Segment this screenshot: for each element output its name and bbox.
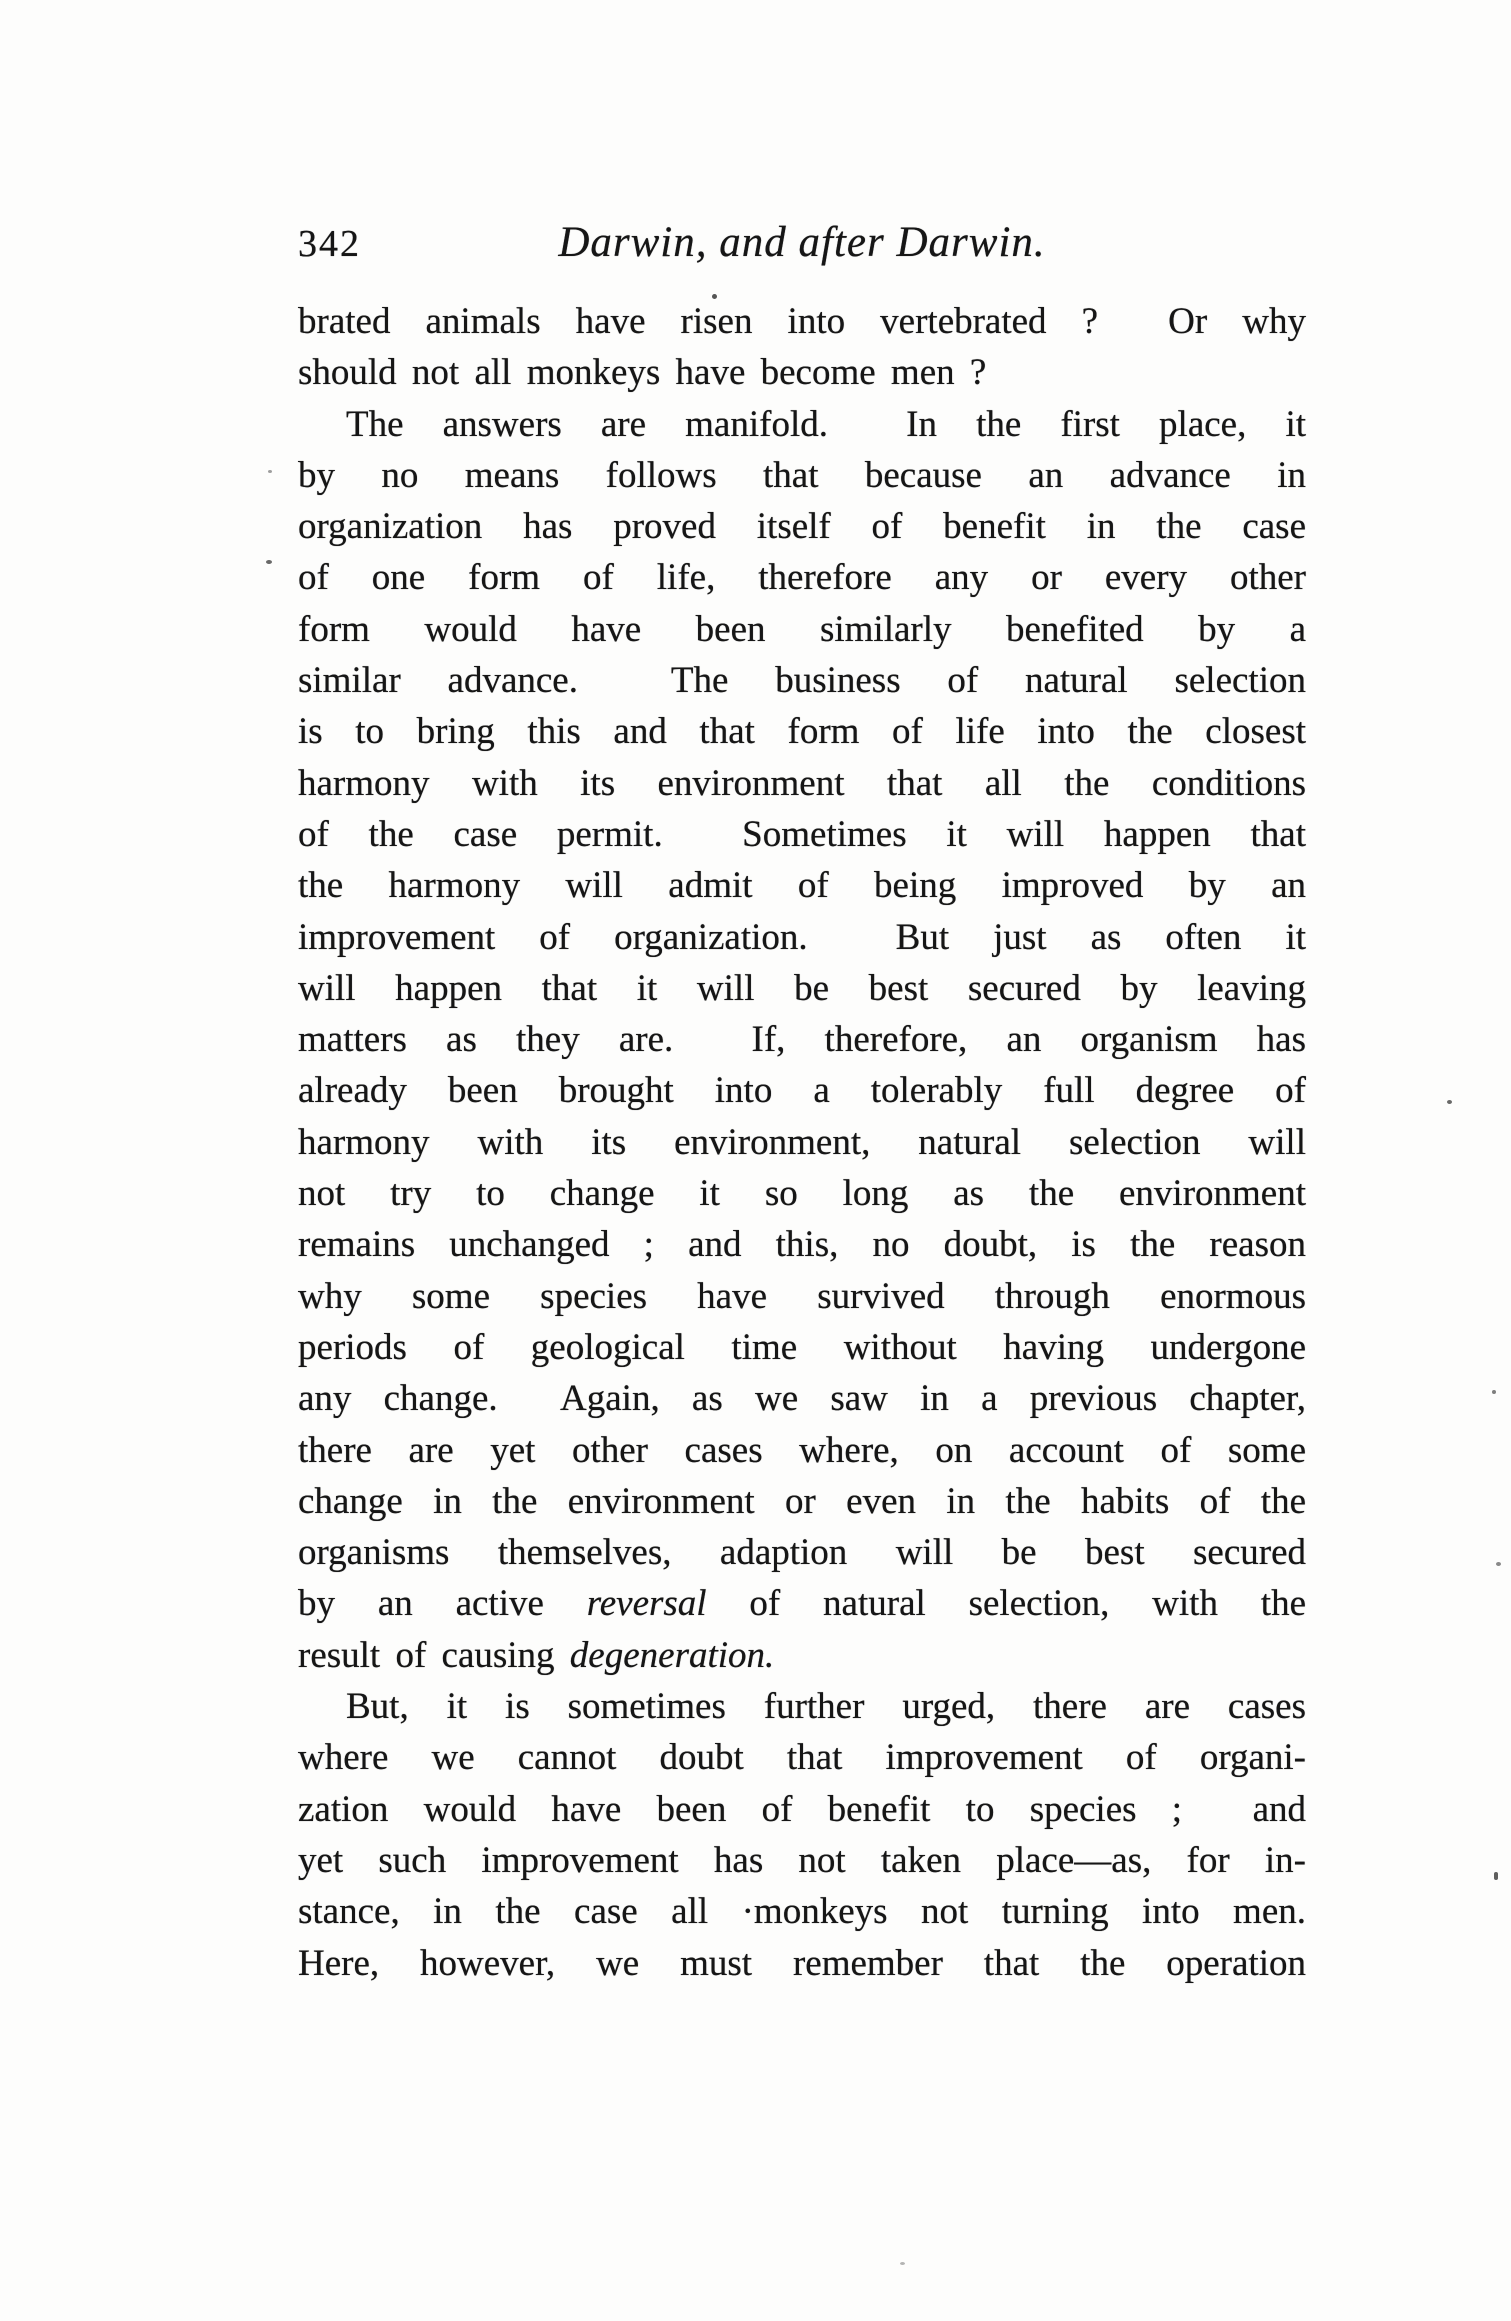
text-segment: improvement of organization. But just as often it <box>298 916 1306 958</box>
text-segment: result of causing <box>298 1634 570 1676</box>
text-line <box>298 1938 1306 1989</box>
text-segment: by an active <box>298 1583 587 1625</box>
text-segment: organisms themselves, adaption will be best secured <box>298 1532 1306 1574</box>
text-line <box>298 1322 1306 1373</box>
text-line <box>298 1732 1306 1783</box>
text-line <box>298 758 1306 809</box>
text-line <box>298 501 1306 552</box>
text-segment: harmony with its environment that all the conditions <box>298 762 1306 804</box>
text-line <box>298 912 1306 963</box>
text-line <box>298 1373 1306 1424</box>
scan-speck <box>712 294 717 299</box>
text-line <box>298 1065 1306 1116</box>
text-segment: brated animals have risen into vertebrated ? Or why <box>298 301 1306 342</box>
text-segment: similar advance. The business of natural selection <box>298 660 1306 702</box>
text-segment: The answers are manifold. In the first place, it <box>346 403 1306 445</box>
text-line <box>298 604 1306 655</box>
text-line <box>298 1681 1306 1732</box>
scan-speck <box>268 470 272 473</box>
text-line <box>298 450 1306 501</box>
text-segment: any change. Again, as we saw in a previous chapter, <box>298 1378 1306 1420</box>
text-line <box>298 1271 1306 1322</box>
scan-speck <box>1447 1100 1452 1104</box>
text-segment: should not all monkeys have become men ? <box>298 352 987 394</box>
text-segment: change in the environment or even in the habits of the <box>298 1480 1306 1522</box>
text-line <box>298 1168 1306 1219</box>
text-line <box>298 1425 1306 1476</box>
text-line <box>298 1835 1306 1886</box>
text-line <box>298 296 1306 347</box>
text-segment: already been brought into a tolerably full degree of <box>298 1070 1306 1112</box>
scan-speck <box>900 2262 905 2265</box>
text-segment: not try to change it so long as the environment <box>298 1173 1306 1215</box>
text-line <box>298 399 1306 450</box>
text-line <box>298 1630 1306 1681</box>
text-segment: of the case permit. Sometimes it will happen that <box>298 813 1306 855</box>
text-segment: is to bring this and that form of life into the closest <box>298 711 1306 753</box>
text-segment: by no means follows that because an advance in <box>298 454 1306 496</box>
text-line <box>298 552 1306 603</box>
scan-speck <box>1494 1872 1498 1880</box>
page-header <box>298 218 1306 270</box>
text-segment: will happen that it will be best secured by leaving <box>298 967 1306 1009</box>
text-segment: there are yet other cases where, on account of some <box>298 1429 1306 1471</box>
scan-speck <box>1496 1562 1501 1566</box>
text-segment: Here, however, we must remember that the operation <box>298 1942 1306 1984</box>
text-line <box>298 1219 1306 1270</box>
text-segment: organization has proved itself of benefit in the case <box>298 506 1306 548</box>
body-text <box>298 296 1306 1989</box>
text-line <box>298 809 1306 860</box>
text-segment: form would have been similarly benefited by a <box>298 608 1306 650</box>
text-line <box>298 1014 1306 1065</box>
text-line <box>298 1476 1306 1527</box>
text-segment: of one form of life, therefore any or every other <box>298 557 1306 599</box>
scan-speck <box>1492 1390 1496 1394</box>
text-segment: But, it is sometimes further urged, there are cases <box>346 1686 1306 1728</box>
text-line <box>298 1527 1306 1578</box>
text-line <box>298 1886 1306 1937</box>
text-line <box>298 706 1306 757</box>
text-segment: remains unchanged ; and this, no doubt, is the reason <box>298 1224 1306 1266</box>
scan-speck <box>266 560 272 564</box>
text-segment: matters as they are. If, therefore, an organism has <box>298 1019 1306 1061</box>
text-segment: harmony with its environment, natural selection will <box>298 1121 1306 1163</box>
text-segment: stance, in the case all ·monkeys not turning into men. <box>298 1891 1306 1933</box>
text-line <box>298 1578 1306 1629</box>
running-title: Darwin, and after Darwin. <box>558 219 1046 266</box>
text-segment: periods of geological time without having undergone <box>298 1326 1306 1368</box>
text-line <box>298 655 1306 706</box>
text-line <box>298 963 1306 1014</box>
text-segment: zation would have been of benefit to species ; and <box>298 1788 1306 1830</box>
text-segment: of natural selection, with the <box>706 1583 1306 1625</box>
text-line <box>298 1784 1306 1835</box>
text-line <box>298 1117 1306 1168</box>
page-number: 342 <box>298 223 361 265</box>
text-segment: yet such improvement has not taken place—as, for in- <box>298 1839 1306 1881</box>
italic-text: degeneration. <box>569 1634 775 1676</box>
text-segment: the harmony will admit of being improved by an <box>298 865 1306 907</box>
text-segment: why some species have survived through enormous <box>298 1275 1306 1317</box>
text-segment: where we cannot doubt that improvement of organi- <box>298 1737 1306 1779</box>
text-line <box>298 347 1306 398</box>
text-line <box>298 860 1306 911</box>
italic-text: reversal <box>586 1583 707 1625</box>
